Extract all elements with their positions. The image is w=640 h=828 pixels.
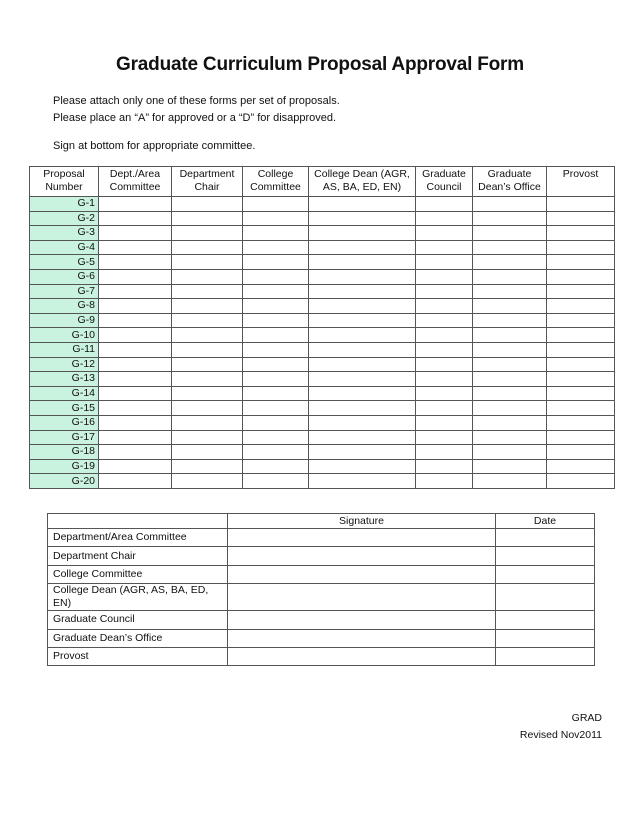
- table-row: [48, 629, 595, 647]
- approval-cell[interactable]: [99, 401, 172, 416]
- approval-cell[interactable]: [416, 401, 473, 416]
- approval-cell[interactable]: [416, 255, 473, 270]
- approval-cell[interactable]: [416, 430, 473, 445]
- approval-cell[interactable]: [99, 226, 172, 241]
- signature-cell[interactable]: [228, 565, 496, 583]
- signature-role-label: College Committee: [48, 565, 228, 583]
- approval-cell[interactable]: [99, 445, 172, 460]
- approval-cell[interactable]: [547, 474, 615, 489]
- approval-cell[interactable]: [243, 240, 309, 255]
- proposal-number-cell: G-16: [30, 415, 99, 430]
- approval-cell[interactable]: [243, 313, 309, 328]
- table-row: [30, 445, 615, 460]
- approval-cell[interactable]: [243, 445, 309, 460]
- date-cell[interactable]: [496, 547, 595, 565]
- approval-cell[interactable]: [416, 240, 473, 255]
- header-signature: Signature: [228, 514, 496, 529]
- table-row: [48, 584, 595, 611]
- table-row: [48, 565, 595, 583]
- approval-cell[interactable]: [309, 284, 416, 299]
- date-cell[interactable]: [496, 647, 595, 665]
- approval-cell[interactable]: [99, 357, 172, 372]
- proposal-number-cell: G-19: [30, 459, 99, 474]
- approval-cell[interactable]: [309, 357, 416, 372]
- approval-cell[interactable]: [547, 430, 615, 445]
- approval-cell[interactable]: [473, 269, 547, 284]
- approval-cell[interactable]: [243, 255, 309, 270]
- approval-cell[interactable]: [416, 328, 473, 343]
- table-row: [48, 529, 595, 547]
- approval-cell[interactable]: [473, 357, 547, 372]
- approval-cell[interactable]: [473, 299, 547, 314]
- approval-cell[interactable]: [416, 357, 473, 372]
- approval-cell[interactable]: [473, 474, 547, 489]
- approval-cell[interactable]: [547, 211, 615, 226]
- approval-cell[interactable]: [416, 415, 473, 430]
- proposal-table: [29, 166, 615, 489]
- signature-role-label: Department/Area Committee: [48, 529, 228, 547]
- approval-cell[interactable]: [547, 197, 615, 212]
- approval-cell[interactable]: [172, 255, 243, 270]
- approval-cell[interactable]: [172, 459, 243, 474]
- approval-cell[interactable]: [172, 342, 243, 357]
- approval-cell[interactable]: [473, 313, 547, 328]
- approval-cell[interactable]: [172, 226, 243, 241]
- approval-cell[interactable]: [99, 328, 172, 343]
- approval-cell[interactable]: [473, 240, 547, 255]
- header-provost: Provost: [547, 167, 615, 197]
- approval-cell[interactable]: [172, 197, 243, 212]
- approval-cell[interactable]: [243, 328, 309, 343]
- signature-role-label: Provost: [48, 647, 228, 665]
- approval-cell[interactable]: [309, 299, 416, 314]
- approval-cell[interactable]: [243, 284, 309, 299]
- signature-cell[interactable]: [228, 547, 496, 565]
- approval-cell[interactable]: [547, 386, 615, 401]
- table-row: [30, 415, 615, 430]
- date-cell[interactable]: [496, 629, 595, 647]
- signature-role-label: Graduate Council: [48, 611, 228, 629]
- approval-cell[interactable]: [473, 226, 547, 241]
- signature-role-label: Department Chair: [48, 547, 228, 565]
- table-row: [48, 547, 595, 565]
- approval-cell[interactable]: [416, 226, 473, 241]
- approval-cell[interactable]: [416, 342, 473, 357]
- table-row: [30, 299, 615, 314]
- approval-cell[interactable]: [309, 459, 416, 474]
- approval-cell[interactable]: [547, 226, 615, 241]
- header-proposal-number: Proposal Number: [30, 167, 99, 197]
- table-row: [30, 255, 615, 270]
- approval-cell[interactable]: [172, 372, 243, 387]
- proposal-number-cell: G-2: [30, 211, 99, 226]
- approval-cell[interactable]: [309, 372, 416, 387]
- approval-cell[interactable]: [99, 430, 172, 445]
- approval-cell[interactable]: [172, 357, 243, 372]
- signature-cell[interactable]: [228, 611, 496, 629]
- table-row: [30, 401, 615, 416]
- approval-cell[interactable]: [309, 269, 416, 284]
- proposal-number-cell: G-18: [30, 445, 99, 460]
- page-title: Graduate Curriculum Proposal Approval Form: [116, 54, 524, 75]
- approval-cell[interactable]: [172, 430, 243, 445]
- approval-cell[interactable]: [309, 240, 416, 255]
- approval-cell[interactable]: [473, 255, 547, 270]
- approval-cell[interactable]: [473, 328, 547, 343]
- approval-cell[interactable]: [243, 401, 309, 416]
- table-row: [30, 342, 615, 357]
- proposal-number-cell: G-12: [30, 357, 99, 372]
- proposal-number-cell: G-9: [30, 313, 99, 328]
- signature-role-label: Graduate Dean’s Office: [48, 629, 228, 647]
- table-row: [30, 226, 615, 241]
- signature-cell[interactable]: [228, 629, 496, 647]
- approval-cell[interactable]: [416, 445, 473, 460]
- proposal-number-cell: G-17: [30, 430, 99, 445]
- instruction-attach: Please attach only one of these forms per set of proposals.: [53, 95, 340, 107]
- approval-cell[interactable]: [309, 342, 416, 357]
- approval-cell[interactable]: [416, 313, 473, 328]
- table-row: [30, 357, 615, 372]
- table-row: [30, 386, 615, 401]
- signature-cell[interactable]: [228, 647, 496, 665]
- table-row: [30, 240, 615, 255]
- header-date: Date: [496, 514, 595, 529]
- approval-cell[interactable]: [99, 284, 172, 299]
- approval-cell[interactable]: [547, 401, 615, 416]
- approval-cell[interactable]: [473, 401, 547, 416]
- approval-cell[interactable]: [309, 415, 416, 430]
- approval-cell[interactable]: [309, 401, 416, 416]
- approval-cell[interactable]: [99, 240, 172, 255]
- table-row: [30, 284, 615, 299]
- approval-cell[interactable]: [309, 386, 416, 401]
- proposal-number-cell: G-13: [30, 372, 99, 387]
- approval-cell[interactable]: [172, 313, 243, 328]
- instruction-sign: Sign at bottom for appropriate committee.: [53, 140, 256, 152]
- table-row: [30, 430, 615, 445]
- approval-cell[interactable]: [243, 386, 309, 401]
- signature-table: [47, 513, 595, 666]
- date-cell[interactable]: [496, 584, 595, 611]
- approval-cell[interactable]: [243, 269, 309, 284]
- approval-cell[interactable]: [243, 430, 309, 445]
- approval-cell[interactable]: [309, 313, 416, 328]
- approval-cell[interactable]: [547, 372, 615, 387]
- approval-cell[interactable]: [309, 328, 416, 343]
- date-cell[interactable]: [496, 611, 595, 629]
- header-graduate-council: Graduate Council: [416, 167, 473, 197]
- signature-cell[interactable]: [228, 529, 496, 547]
- table-row: [30, 197, 615, 212]
- approval-cell[interactable]: [172, 269, 243, 284]
- header-role: [48, 514, 228, 529]
- approval-cell[interactable]: [99, 299, 172, 314]
- approval-cell[interactable]: [416, 474, 473, 489]
- date-cell[interactable]: [496, 529, 595, 547]
- approval-cell[interactable]: [473, 284, 547, 299]
- approval-cell[interactable]: [416, 197, 473, 212]
- signature-cell[interactable]: [228, 584, 496, 611]
- approval-cell[interactable]: [243, 372, 309, 387]
- approval-cell[interactable]: [547, 459, 615, 474]
- approval-cell[interactable]: [99, 459, 172, 474]
- proposal-number-cell: G-3: [30, 226, 99, 241]
- proposal-number-cell: G-5: [30, 255, 99, 270]
- approval-cell[interactable]: [172, 474, 243, 489]
- header-department-chair: Department Chair: [172, 167, 243, 197]
- approval-cell[interactable]: [473, 211, 547, 226]
- approval-cell[interactable]: [309, 255, 416, 270]
- approval-cell[interactable]: [547, 299, 615, 314]
- approval-cell[interactable]: [416, 284, 473, 299]
- approval-cell[interactable]: [473, 342, 547, 357]
- approval-cell[interactable]: [309, 430, 416, 445]
- header-dept-area-committee: Dept./Area Committee: [99, 167, 172, 197]
- proposal-number-cell: G-8: [30, 299, 99, 314]
- proposal-number-cell: G-10: [30, 328, 99, 343]
- instruction-approve: Please place an “A” for approved or a “D” for disapproved.: [53, 112, 337, 124]
- table-row: [30, 474, 615, 489]
- approval-cell[interactable]: [243, 474, 309, 489]
- approval-cell[interactable]: [547, 415, 615, 430]
- approval-cell[interactable]: [99, 474, 172, 489]
- approval-cell[interactable]: [243, 459, 309, 474]
- date-cell[interactable]: [496, 565, 595, 583]
- approval-cell[interactable]: [172, 401, 243, 416]
- approval-cell[interactable]: [547, 342, 615, 357]
- approval-cell[interactable]: [473, 197, 547, 212]
- approval-cell[interactable]: [243, 342, 309, 357]
- approval-cell[interactable]: [473, 386, 547, 401]
- proposal-number-cell: G-6: [30, 269, 99, 284]
- approval-cell[interactable]: [99, 313, 172, 328]
- approval-cell[interactable]: [172, 386, 243, 401]
- table-row: [30, 211, 615, 226]
- approval-cell[interactable]: [172, 299, 243, 314]
- table-row: [30, 372, 615, 387]
- approval-cell[interactable]: [172, 328, 243, 343]
- approval-cell[interactable]: [416, 211, 473, 226]
- approval-cell[interactable]: [309, 211, 416, 226]
- proposal-number-cell: G-11: [30, 342, 99, 357]
- approval-cell[interactable]: [473, 430, 547, 445]
- table-row: [48, 611, 595, 629]
- approval-cell[interactable]: [416, 269, 473, 284]
- approval-cell[interactable]: [243, 357, 309, 372]
- approval-cell[interactable]: [309, 197, 416, 212]
- signature-role-label: College Dean (AGR, AS, BA, ED, EN): [48, 584, 228, 611]
- approval-cell[interactable]: [99, 342, 172, 357]
- table-row: [48, 647, 595, 665]
- approval-cell[interactable]: [172, 240, 243, 255]
- approval-cell[interactable]: [416, 372, 473, 387]
- proposal-table-header: [30, 167, 615, 197]
- proposal-number-cell: G-4: [30, 240, 99, 255]
- approval-cell[interactable]: [99, 255, 172, 270]
- form-code: GRAD: [571, 712, 602, 724]
- approval-cell[interactable]: [243, 415, 309, 430]
- table-row: [30, 269, 615, 284]
- approval-cell[interactable]: [309, 474, 416, 489]
- approval-cell[interactable]: [416, 299, 473, 314]
- approval-cell[interactable]: [172, 415, 243, 430]
- approval-cell[interactable]: [243, 226, 309, 241]
- approval-cell[interactable]: [416, 459, 473, 474]
- approval-cell[interactable]: [547, 255, 615, 270]
- proposal-number-cell: G-1: [30, 197, 99, 212]
- approval-cell[interactable]: [547, 269, 615, 284]
- approval-cell[interactable]: [99, 211, 172, 226]
- approval-cell[interactable]: [473, 415, 547, 430]
- approval-cell[interactable]: [547, 357, 615, 372]
- table-row: [30, 313, 615, 328]
- approval-cell[interactable]: [547, 313, 615, 328]
- approval-cell[interactable]: [99, 372, 172, 387]
- approval-cell[interactable]: [473, 459, 547, 474]
- header-college-committee: College Committee: [243, 167, 309, 197]
- approval-cell[interactable]: [547, 328, 615, 343]
- approval-cell[interactable]: [547, 445, 615, 460]
- header-college-dean: College Dean (AGR, AS, BA, ED, EN): [309, 167, 416, 197]
- approval-cell[interactable]: [99, 386, 172, 401]
- approval-cell[interactable]: [172, 445, 243, 460]
- proposal-number-cell: G-15: [30, 401, 99, 416]
- proposal-number-cell: G-14: [30, 386, 99, 401]
- approval-cell[interactable]: [473, 445, 547, 460]
- approval-cell[interactable]: [547, 240, 615, 255]
- approval-cell[interactable]: [243, 299, 309, 314]
- table-row: [30, 328, 615, 343]
- approval-cell[interactable]: [416, 386, 473, 401]
- signature-table-header: [48, 514, 595, 529]
- approval-cell[interactable]: [309, 445, 416, 460]
- approval-cell[interactable]: [309, 226, 416, 241]
- approval-cell[interactable]: [172, 284, 243, 299]
- approval-cell[interactable]: [172, 211, 243, 226]
- revision-date: Revised Nov2011: [519, 729, 602, 741]
- approval-cell[interactable]: [99, 415, 172, 430]
- table-row: [30, 459, 615, 474]
- approval-cell[interactable]: [99, 269, 172, 284]
- proposal-number-cell: G-20: [30, 474, 99, 489]
- approval-cell[interactable]: [547, 284, 615, 299]
- approval-cell[interactable]: [473, 372, 547, 387]
- approval-cell[interactable]: [99, 197, 172, 212]
- header-graduate-deans-office: Graduate Dean’s Office: [473, 167, 547, 197]
- approval-cell[interactable]: [243, 211, 309, 226]
- proposal-number-cell: G-7: [30, 284, 99, 299]
- approval-cell[interactable]: [243, 197, 309, 212]
